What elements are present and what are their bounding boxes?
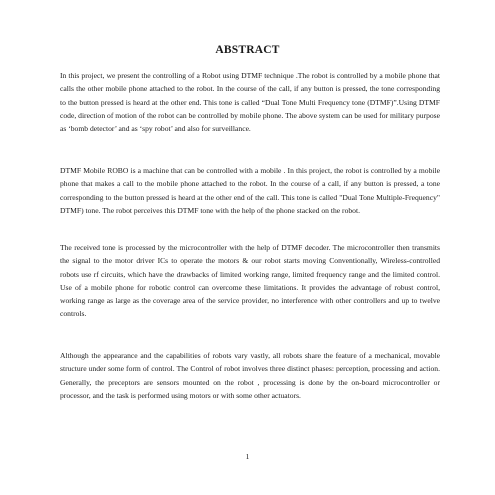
abstract-paragraph-2: DTMF Mobile ROBO is a machine that can be controlled with a mobile . In this project, the robot is controlled by a mobile phone that makes a call to the mobile phone attached to the robot. In the course of a call, if any button is pressed, a tone corresponding to the button pressed is heard at the other end of the call. This tone is called "Dual Tone Multiple-Frequency" DTMF) tone. The robot perceives this DTMF tone with the help of the phone stacked on the robot. — [60, 166, 440, 215]
abstract-paragraph-3: The received tone is processed by the microcontroller with the help of DTMF decoder. The microcontroller then transmits the signal to the motor driver ICs to operate the motors & our robot starts moving Conventionally, Wireless-controlled robots use rf circuits, which have the drawbacks of limited working range, limited frequency range and the limited control. Use of a mobile phone for robotic control can overcome these limitations. It provides the advantage of robust control, working range as large as the coverage area of the service provider, no interference with other controllers and up to twelve controls. — [60, 243, 440, 319]
page-number: 1 — [245, 452, 250, 461]
abstract-paragraph-4: Although the appearance and the capabilities of robots vary vastly, all robots share the feature of a mechanical, movable structure under some form of control. The Control of robot involves three distinct phases: perception, processing and action. Generally, the preceptors are sensors mounted on the robot , processing is done by the on-board microcontroller or processor, and the task is performed using motors or with some other actuators. — [60, 351, 440, 400]
abstract-paragraph-1: In this project, we present the controlling of a Robot using DTMF technique .The robot is controlled by a mobile phone that calls the other mobile phone attached to the robot. In the course of the call, if any button is pressed, the tone corresponding to the button pressed is heard at the other end. This tone is called “Dual Tone Multi Frequency tone (DTMF)”.Using DTMF code, direction of motion of the robot can be controlled by mobile phone. The above system can be used for military purpose as ‘bomb detector’ and as ‘spy robot’ and also for surveillance. — [60, 71, 440, 134]
page-title: ABSTRACT — [215, 44, 280, 56]
